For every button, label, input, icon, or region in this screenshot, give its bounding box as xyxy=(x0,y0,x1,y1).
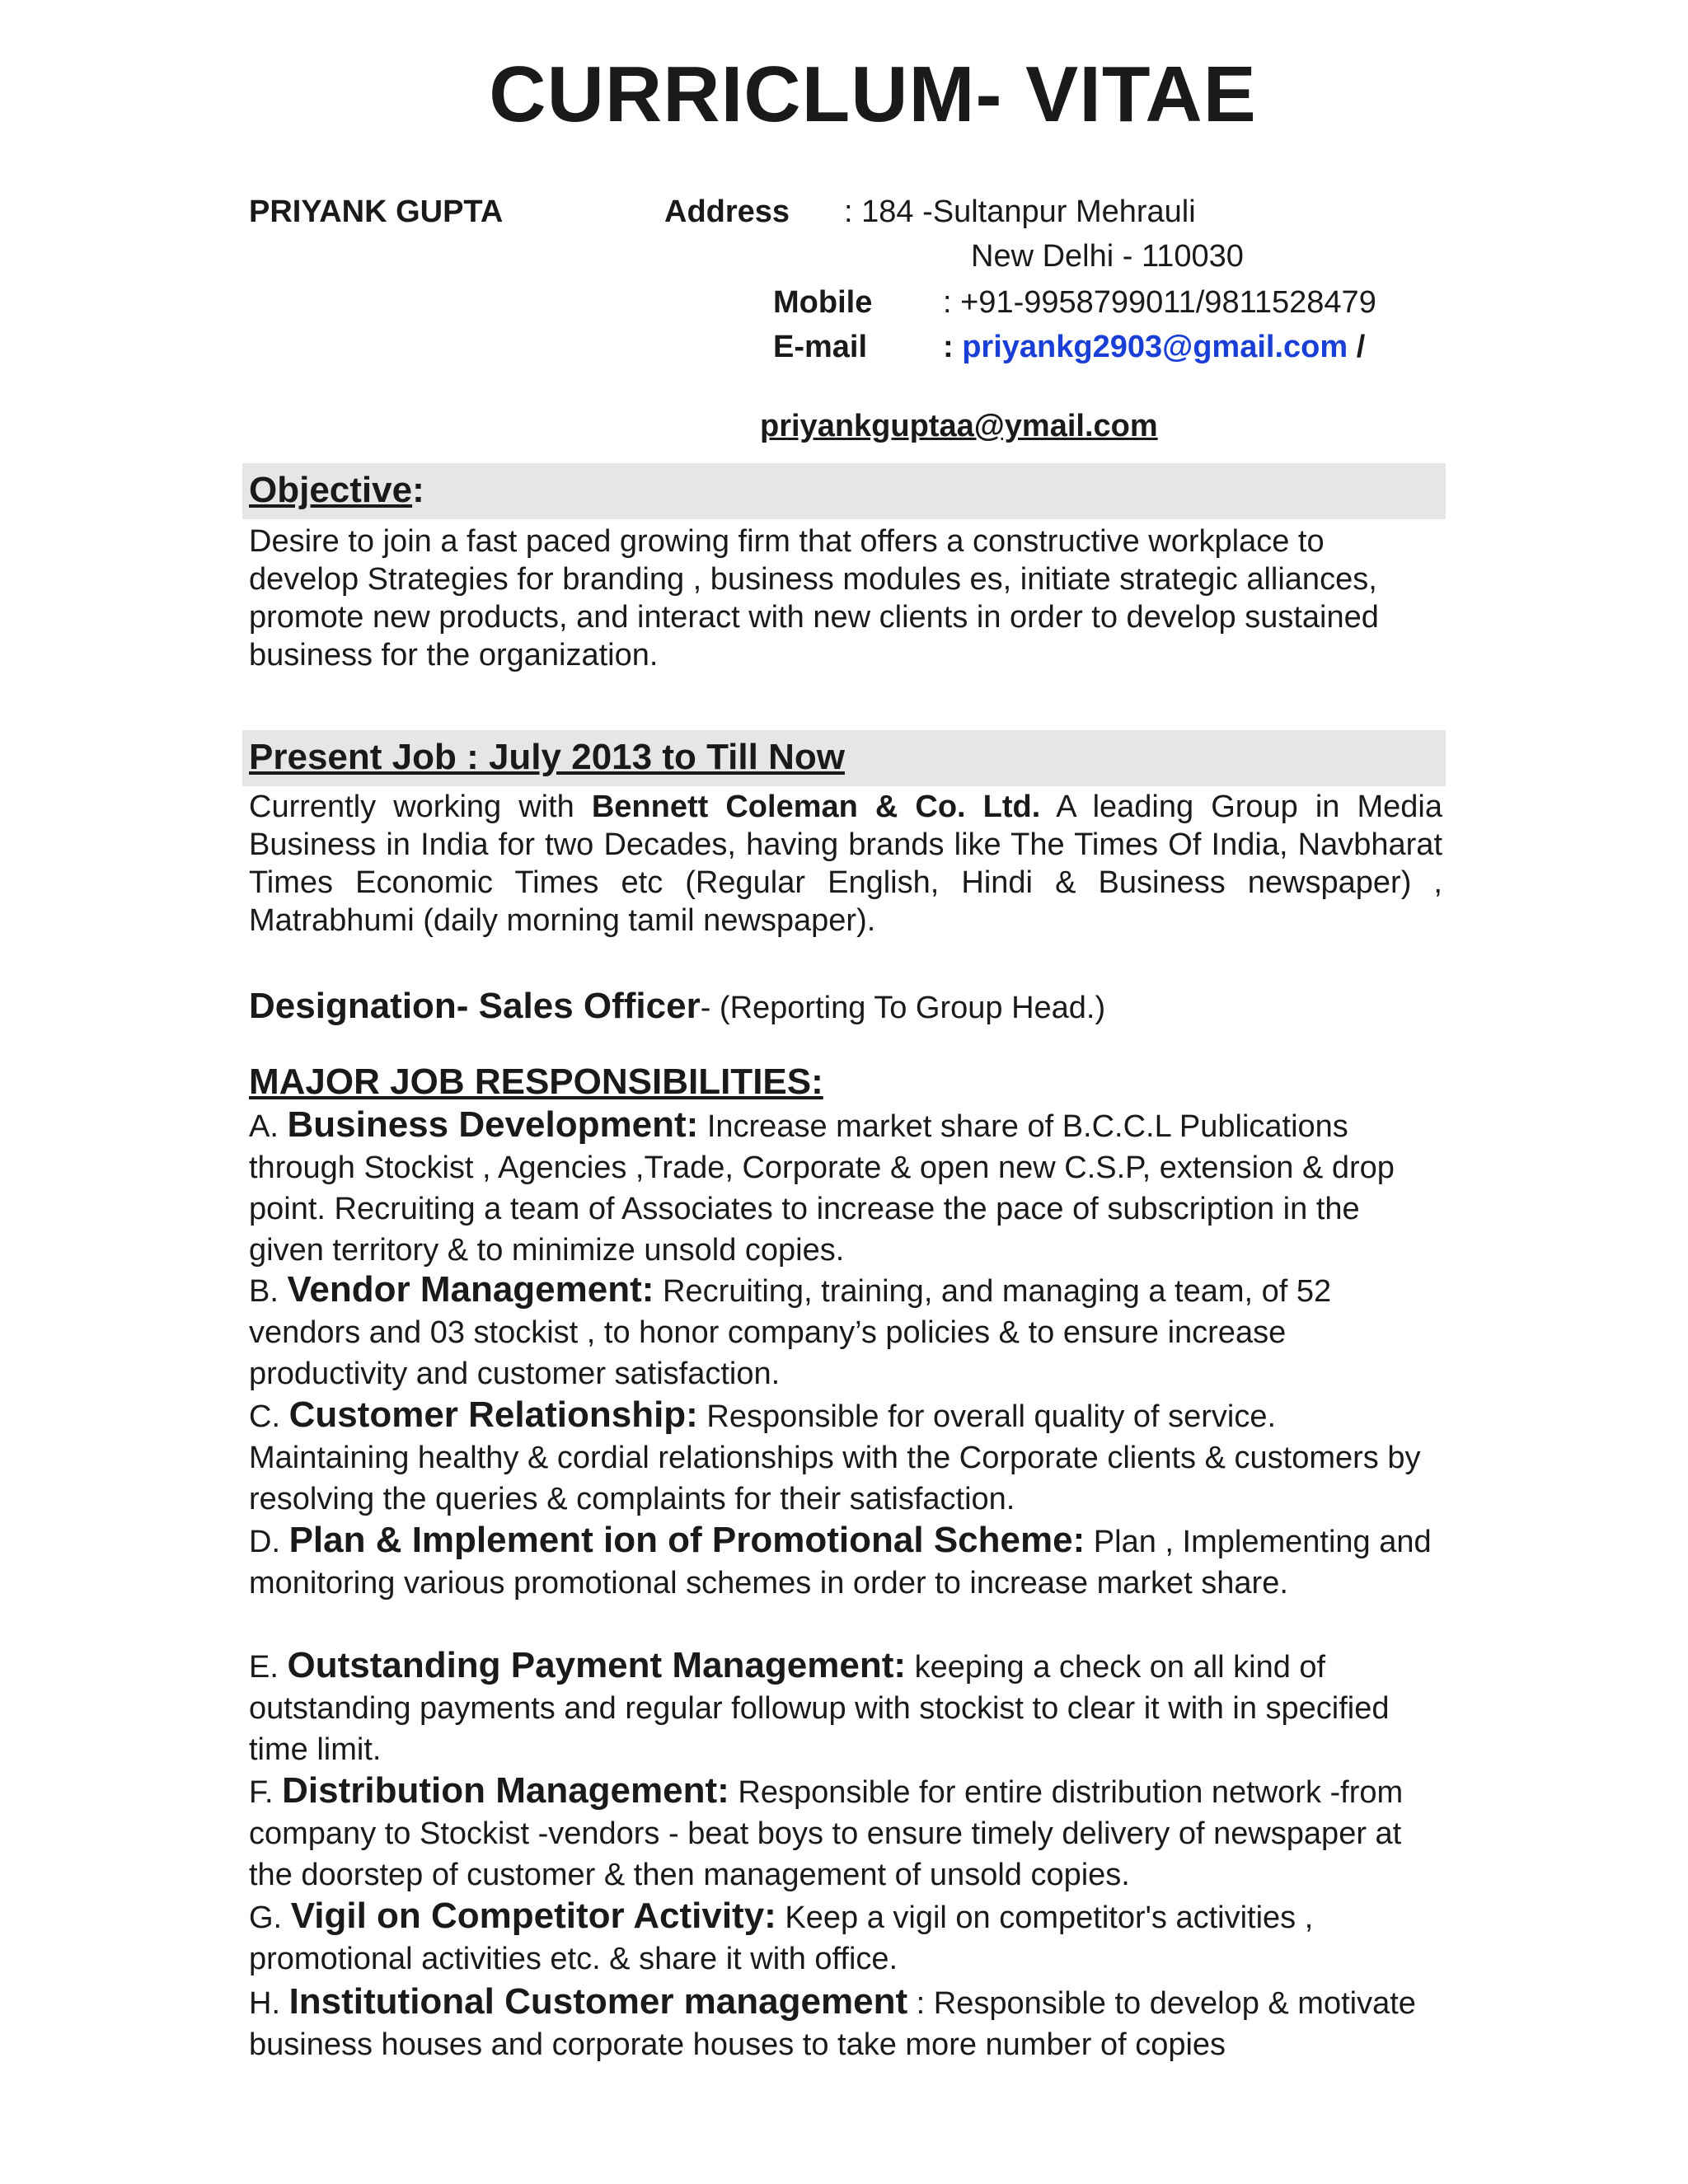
candidate-name: PRIYANK GUPTA xyxy=(249,194,504,229)
item-text: Keep a vigil on competitor's activities , promotional activities etc. & share it with office. xyxy=(249,1900,1314,1976)
present-job-heading: Present Job : July 2013 to Till Now xyxy=(249,737,845,777)
item-text: : Responsible to develop & motivate business houses and corporate houses to take more number of copies xyxy=(249,1986,1416,2062)
item-letter: G. xyxy=(249,1900,283,1935)
responsibility-item xyxy=(249,1770,1442,1896)
item-text: Responsible for overall quality of service. Maintaining healthy & cordial relationships with the Corporate clients & customers by resolving the queries & complaints for their satisfaction. xyxy=(249,1399,1421,1516)
item-title: Business Development: xyxy=(287,1104,699,1145)
email-primary-link[interactable]: priyankg2903@gmail.com xyxy=(962,330,1348,364)
email-separator: / xyxy=(1356,330,1366,364)
objective-heading-colon: : xyxy=(412,470,424,510)
document-title: CURRICLUM- VITAE xyxy=(489,50,1257,138)
item-title: Customer Relationship: xyxy=(288,1394,698,1435)
objective-text: Desire to join a fast paced growing firm that offers a constructive workplace to develop Strategies for branding , business modules es, initiate strategic alliances, promote new products, and interact with new clients in order to develop sustained business for the organization. xyxy=(249,524,1379,673)
item-letter: E. xyxy=(249,1650,279,1685)
present-job-description: A leading Group in Media Business in India for two Decades, having brands like The Times Of India, Navbharat Times Economic Times etc (Regular English, Hindi & Business newspaper) , Matrabhumi (daily morning tamil newspaper). xyxy=(249,790,1443,938)
responsibility-item xyxy=(249,1104,1442,1271)
objective-heading-text: Objective xyxy=(249,470,413,510)
email-label: E-mail xyxy=(773,330,868,364)
item-letter: B. xyxy=(249,1274,279,1309)
item-text: Increase market share of B.C.C.L Publications through Stockist , Agencies ,Trade, Corporate & open new C.S.P, extension & drop point. Recruiting a team of Associates to increase the pace of subscription in the given territory & to minimize unsold copies. xyxy=(249,1109,1395,1268)
address-label: Address xyxy=(664,194,790,229)
responsibility-item xyxy=(249,1394,1442,1520)
responsibility-item xyxy=(249,1520,1442,1604)
mobile-value: : +91-9958799011/9811528479 xyxy=(943,285,1376,320)
email-colon: : xyxy=(943,330,954,364)
address-line-2: New Delhi - 110030 xyxy=(971,239,1244,274)
item-letter: D. xyxy=(249,1525,280,1559)
email-secondary-link[interactable]: priyankguptaa@ymail.com xyxy=(760,409,1158,443)
item-letter: A. xyxy=(249,1109,279,1144)
item-title: Vigil on Competitor Activity: xyxy=(290,1896,776,1936)
responsibility-item xyxy=(249,1896,1442,1980)
address-line-1: : 184 -Sultanpur Mehrauli xyxy=(844,194,1196,229)
designation-note: - (Reporting To Group Head.) xyxy=(700,991,1106,1025)
item-text: keeping a check on all kind of outstanding payments and regular followup with stockist to clear it with in specified time limit. xyxy=(249,1650,1390,1767)
item-letter: H. xyxy=(249,1986,280,2021)
objective-heading xyxy=(249,470,424,511)
item-title: Institutional Customer management xyxy=(288,1981,908,2022)
item-title: Vendor Management: xyxy=(287,1269,654,1310)
responsibility-item xyxy=(249,1981,1442,2065)
item-text: Responsible for entire distribution network -from company to Stockist -vendors - beat boys to ensure timely delivery of newspaper at the doorstep of customer & then management of unsold copies. xyxy=(249,1775,1404,1892)
email-line xyxy=(943,330,1365,365)
present-job-intro: Currently working with xyxy=(249,790,592,824)
present-job-text xyxy=(249,788,1442,940)
mobile-label: Mobile xyxy=(773,285,873,320)
item-letter: C. xyxy=(249,1399,280,1434)
responsibilities-heading: MAJOR JOB RESPONSIBILITIES: xyxy=(249,1062,823,1102)
item-text: Recruiting, training, and managing a team, of 52 vendors and 03 stockist , to honor company’s policies & to ensure increase productivity and customer satisfaction. xyxy=(249,1274,1332,1391)
designation-label: Designation- Sales Officer xyxy=(249,986,701,1026)
responsibility-item xyxy=(249,1269,1442,1394)
designation xyxy=(249,986,1105,1027)
item-text: Plan , Implementing and monitoring various promotional schemes in order to increase market share. xyxy=(249,1525,1432,1601)
item-title: Outstanding Payment Management: xyxy=(287,1645,907,1685)
company-name: Bennett Coleman & Co. Ltd. xyxy=(591,790,1041,824)
item-title: Plan & Implement ion of Promotional Scheme: xyxy=(288,1520,1085,1560)
item-letter: F. xyxy=(249,1775,274,1810)
item-title: Distribution Management: xyxy=(282,1770,729,1811)
responsibility-item xyxy=(249,1645,1442,1770)
